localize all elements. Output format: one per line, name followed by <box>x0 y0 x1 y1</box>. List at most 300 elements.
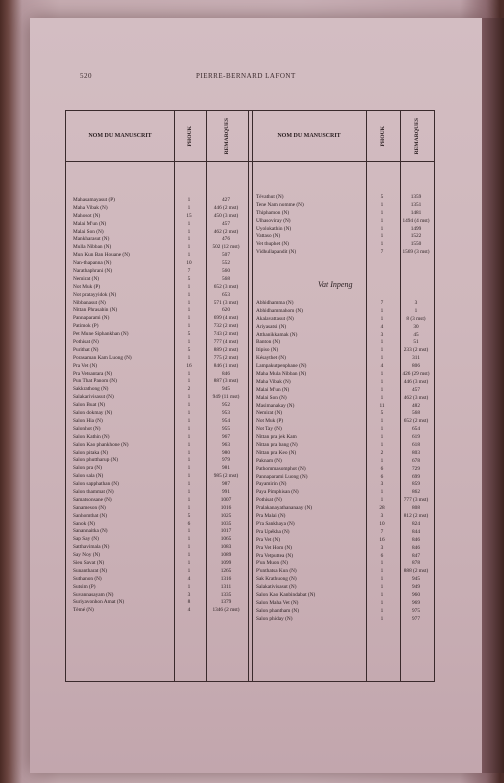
remarques-value: 446 (3 mst) <box>403 378 429 385</box>
manuscript-name: Pannaparami (N) <box>73 315 110 322</box>
table-row <box>256 300 432 308</box>
manuscript-name: Banton (N) <box>256 339 280 346</box>
manuscript-name: Salakativisasut (N) <box>256 584 297 591</box>
phouk-count: 1 <box>380 307 384 314</box>
remarques-value: 450 (3 mst) <box>213 212 239 219</box>
manuscript-name: Mahasamayasut (P) <box>73 197 115 203</box>
remarques-value: 1065 <box>220 536 232 543</box>
manuscript-name: Suthanon (N) <box>73 575 102 582</box>
manuscript-name: Malai Son (N) <box>256 394 287 401</box>
phouk-count: 1 <box>187 204 191 211</box>
phouk-count: 6 <box>187 520 191 527</box>
remarques-value: 552 <box>222 260 230 267</box>
remarques-value: 846 <box>222 370 230 377</box>
manuscript-name: Salon Kao Kanbindabat (N) <box>256 591 316 598</box>
remarques-value: 571 (3 mst) <box>213 299 239 306</box>
phouk-count: 2 <box>187 386 191 393</box>
table-row <box>73 481 243 489</box>
phouk-count: 1 <box>187 449 191 456</box>
phouk-count: 1 <box>187 457 191 464</box>
manuscript-name: Not Tay (N) <box>256 426 282 433</box>
remarques-value: 846 (1 mst) <box>213 362 239 369</box>
phouk-count: 1 <box>380 442 384 449</box>
table-row <box>73 331 243 339</box>
manuscript-name: Pralakanayathananaay (N) <box>256 505 313 512</box>
remarques-value: 1550 <box>410 241 422 248</box>
phouk-count: 1 <box>187 252 191 259</box>
table-row <box>73 213 243 221</box>
remarques-value: 1481 <box>410 209 422 216</box>
phouk-count: 1 <box>380 315 384 322</box>
col-header-remarques-right: REMARQUES <box>414 117 420 155</box>
remarques-value: 1099 <box>220 559 232 566</box>
table-row <box>256 584 432 592</box>
remarques-value: 1007 <box>220 496 232 503</box>
remarques-value: 699 (4 mst) <box>213 315 239 322</box>
phouk-count: 4 <box>187 575 191 582</box>
table-row <box>73 489 243 497</box>
section-title: Vat Inpeng <box>318 280 353 289</box>
remarques-value: 775 (2 mst) <box>213 354 239 361</box>
table-row <box>256 324 432 332</box>
table-row <box>256 466 432 474</box>
manuscript-name: Salon pra (N) <box>73 465 102 472</box>
col-header-name-right: NOM DU MANUSCRIT <box>277 133 341 139</box>
manuscript-name: Sanameson (N) <box>73 504 106 511</box>
phouk-count: 1 <box>187 417 191 424</box>
table-row <box>256 450 432 458</box>
manuscript-name: Nibbanasut (N) <box>73 299 106 306</box>
phouk-count: 1 <box>380 607 384 614</box>
phouk-count: 1 <box>187 228 191 235</box>
remarques-value: 1035 <box>220 520 232 527</box>
table-row <box>256 600 432 608</box>
phouk-count: 1 <box>187 544 191 551</box>
table-row <box>256 545 432 553</box>
manuscript-name: Sutsim (P) <box>73 583 96 590</box>
manuscript-name: Salonhot (N) <box>73 425 101 432</box>
remarques-value: 960 <box>412 591 420 598</box>
phouk-count: 1 <box>187 236 191 243</box>
manuscript-name: Pothisat (N) <box>256 497 282 504</box>
manuscript-name: Patimok (P) <box>73 323 99 330</box>
remarques-value: 1359 <box>410 194 422 200</box>
manuscript-name: Not pratayyidok (N) <box>73 291 117 298</box>
remarques-value: 888 (2 mst) <box>403 568 429 575</box>
phouk-count: 1 <box>380 489 384 496</box>
manuscript-name: Sunantharat (N) <box>73 567 107 574</box>
left-column-rows <box>73 197 243 615</box>
remarques-value: 457 <box>222 220 230 227</box>
phouk-count: 7 <box>380 300 384 306</box>
phouk-count: 1 <box>187 220 191 227</box>
remarques-value: 1311 <box>220 583 232 590</box>
manuscript-name: Nemirat (N) <box>256 410 283 417</box>
phouk-count: 1 <box>187 441 191 448</box>
manuscript-name: Salon phiday (N) <box>256 615 293 622</box>
phouk-count: 7 <box>187 268 191 275</box>
phouk-count: 6 <box>380 473 384 480</box>
manuscript-name: Say Noy (N) <box>73 552 101 559</box>
remarques-value: 678 <box>412 457 420 464</box>
phouk-count: 1 <box>187 291 191 298</box>
phouk-count: 3 <box>380 513 384 520</box>
manuscript-name: Sanhomthat (N) <box>73 512 107 519</box>
manuscript-name: Abhidhammahom (N) <box>256 307 303 314</box>
table-row <box>73 497 243 505</box>
manuscript-name: Not Muk (P) <box>256 418 284 425</box>
manuscript-name: Not Muk (P) <box>73 283 101 290</box>
manuscript-name: Narathaphrani (N) <box>73 268 112 275</box>
manuscript-name: Salon phantham (N) <box>256 607 299 614</box>
manuscript-name: Malai M'un (N) <box>73 220 107 227</box>
phouk-count: 11 <box>379 402 385 409</box>
remarques-value: 482 <box>412 402 420 409</box>
page-header <box>0 72 504 86</box>
phouk-count: 5 <box>187 331 191 338</box>
phouk-count: 1 <box>380 599 384 606</box>
table-row <box>256 202 432 210</box>
col-header-phouk-left: PHOUK <box>187 125 193 147</box>
phouk-count: 3 <box>380 331 384 338</box>
phouk-count: 1 <box>187 552 191 559</box>
phouk-count: 5 <box>187 346 191 353</box>
manuscript-name: Atthanikkamak (N) <box>256 331 298 338</box>
remarques-value: 777 (4 mst) <box>213 339 239 346</box>
table-row <box>256 592 432 600</box>
remarques-value: 1 <box>414 307 418 314</box>
manuscript-name: Vattaso (N) <box>256 233 281 240</box>
manuscript-name: Salon sapphathan (N) <box>73 481 119 488</box>
phouk-count: 15 <box>186 212 192 219</box>
remarques-value: 991 <box>222 488 230 495</box>
manuscript-name: Mulla Nibban (N) <box>73 244 112 251</box>
manuscript-name: Salakarivisasut (N) <box>73 394 114 401</box>
manuscript-name: Salon Kao phankhone (N) <box>73 441 129 448</box>
remarques-value: 846 <box>412 536 420 543</box>
remarques-value: 1335 <box>220 591 232 598</box>
remarques-value: 732 (2 mst) <box>213 323 239 330</box>
phouk-count: 1 <box>380 457 384 464</box>
remarques-value: 969 <box>412 599 420 606</box>
manuscript-name: Mun Kun Ban Houane (N) <box>73 252 130 259</box>
remarques-value: 967 <box>222 433 230 440</box>
table-row <box>256 576 432 584</box>
table-row <box>73 418 243 426</box>
manuscript-name: Purithat (N) <box>73 346 99 353</box>
manuscript-name: Maha Vibak (N) <box>73 204 108 211</box>
manuscript-name: Payamirin (N) <box>256 481 287 488</box>
table-row <box>73 292 243 300</box>
manuscript-name: Tévathut (N) <box>256 194 284 200</box>
phouk-count: 6 <box>380 465 384 472</box>
table-row <box>256 316 432 324</box>
phouk-count: 1 <box>380 201 384 208</box>
phouk-count: 1 <box>187 307 191 314</box>
remarques-value: 1316 <box>220 575 232 582</box>
manuscript-name: Porasaman Kam Luong (N) <box>73 354 132 361</box>
remarques-value: 1083 <box>220 544 232 551</box>
table-row <box>73 560 243 568</box>
remarques-value: 824 <box>412 520 420 527</box>
phouk-count: 1 <box>380 615 384 622</box>
remarques-value: 806 <box>412 363 420 370</box>
table-row <box>73 402 243 410</box>
remarques-value: 507 <box>222 252 230 259</box>
phouk-count: 1 <box>187 567 191 574</box>
table-row <box>73 268 243 276</box>
remarques-value: 620 <box>222 307 230 314</box>
phouk-count: 1 <box>187 488 191 495</box>
manuscript-name: Thiphamon (N) <box>256 209 290 216</box>
remarques-value: 462 (2 mst) <box>213 228 239 235</box>
remarques-value: 652 (3 mst) <box>213 283 239 290</box>
manuscript-name: Pothisat (N) <box>73 339 99 346</box>
phouk-count: 28 <box>379 505 385 512</box>
table-row <box>256 513 432 521</box>
manuscript-name: Pra Vetputtea (N) <box>256 552 293 559</box>
remarques-value: 426 (29 mst) <box>402 371 430 378</box>
phouk-count: 10 <box>186 260 192 267</box>
manuscript-name: Pra Upékha (N) <box>256 528 290 535</box>
remarques-value: 847 <box>412 552 420 559</box>
phouk-count: 1 <box>187 583 191 590</box>
remarques-value: 1025 <box>220 512 232 519</box>
phouk-count: 1 <box>187 339 191 346</box>
remarques-value: 652 (2 mst) <box>403 418 429 425</box>
remarques-value: 462 (3 mst) <box>403 394 429 401</box>
phouk-count: 4 <box>380 363 384 370</box>
page-number: 520 <box>80 72 92 80</box>
phouk-count: 1 <box>187 465 191 472</box>
phouk-count: 1 <box>187 323 191 330</box>
manuscript-name: Malai Son (N) <box>73 228 104 235</box>
phouk-count: 1 <box>187 504 191 511</box>
remarques-value: 3 <box>414 300 418 306</box>
phouk-count: 1 <box>380 576 384 583</box>
phouk-count: 1 <box>380 217 384 224</box>
remarques-value: 1346 (2 mst) <box>212 607 240 614</box>
table-row <box>73 442 243 450</box>
manuscript-name: Sieu Savat (N) <box>73 559 105 566</box>
remarques-value: 233 (2 mst) <box>403 347 429 354</box>
remarques-value: 963 <box>222 441 230 448</box>
table-row <box>73 513 243 521</box>
phouk-count: 1 <box>187 559 191 566</box>
manuscript-name: P'unthatsa Kun (N) <box>256 568 297 575</box>
phouk-count: 1 <box>187 402 191 409</box>
manuscript-name: Sanannaitka (N) <box>73 528 108 535</box>
table-row <box>256 249 432 257</box>
phouk-count: 10 <box>379 520 385 527</box>
phouk-count: 5 <box>380 194 384 200</box>
remarques-value: 985 (2 mst) <box>213 473 239 480</box>
table-row <box>256 371 432 379</box>
remarques-value: 45 <box>413 331 419 338</box>
manuscript-name: Salon phuttharup (N) <box>73 457 119 464</box>
col-header-name-left: NOM DU MANUSCRIT <box>88 133 152 139</box>
table-row <box>73 260 243 268</box>
phouk-count: 1 <box>380 584 384 591</box>
remarques-value: 859 <box>412 481 420 488</box>
remarques-value: 1522 <box>410 233 422 240</box>
manuscript-name: Salon dokmay (N) <box>73 410 113 417</box>
book-edge-shadow <box>482 18 504 773</box>
remarques-value: 1499 <box>410 225 422 232</box>
phouk-count: 1 <box>380 241 384 248</box>
manuscript-name: Vet thuphet (N) <box>256 241 289 248</box>
remarques-value: 949 <box>412 584 420 591</box>
phouk-count: 5 <box>380 410 384 417</box>
phouk-count: 1 <box>380 339 384 346</box>
manuscript-name: Salon Kathin (N) <box>73 433 110 440</box>
remarques-value: 952 <box>222 402 230 409</box>
manuscript-name: Masimanakay (N) <box>256 402 295 409</box>
table-row <box>73 465 243 473</box>
phouk-count: 1 <box>380 560 384 567</box>
phouk-count: 16 <box>186 362 192 369</box>
manuscript-name: Satthavimala (N) <box>73 544 110 551</box>
table-row <box>73 363 243 371</box>
col-header-phouk-right: PHOUK <box>380 125 386 147</box>
manuscript-name: Paknam (N) <box>256 457 282 464</box>
table-row <box>256 308 432 316</box>
phouk-count: 2 <box>380 449 384 456</box>
phouk-count: 1 <box>187 528 191 535</box>
table-row <box>73 536 243 544</box>
remarques-value: 777 (3 mst) <box>403 497 429 504</box>
table-row <box>256 395 432 403</box>
remarques-value: 878 <box>412 560 420 567</box>
phouk-count: 1 <box>187 410 191 417</box>
manuscript-name: Késaythet (N) <box>256 355 286 362</box>
table-row <box>73 584 243 592</box>
phouk-count: 16 <box>379 536 385 543</box>
remarques-value: 446 (2 mst) <box>213 204 239 211</box>
phouk-count: 3 <box>187 591 191 598</box>
phouk-count: 1 <box>187 481 191 488</box>
table-row <box>73 505 243 513</box>
phouk-count: 1 <box>187 425 191 432</box>
manuscript-name: Pannaparami Luong (N) <box>256 473 308 480</box>
manuscript-name: Nittan Phrasabin (N) <box>73 307 118 314</box>
table-row <box>256 608 432 616</box>
table-row <box>256 194 432 202</box>
manuscript-name: Mankharasut (N) <box>73 236 110 243</box>
manuscript-name: Uyolokathin (N) <box>256 225 292 232</box>
remarques-value: 1494 (4 mst) <box>402 217 430 224</box>
table-row <box>256 226 432 234</box>
remarques-value: 945 <box>222 386 230 393</box>
phouk-count: 3 <box>380 481 384 488</box>
remarques-value: 568 <box>222 275 230 282</box>
manuscript-name: Nittan pra jek Kam <box>256 434 297 441</box>
phouk-count: 1 <box>380 497 384 504</box>
manuscript-name: Sanok (N) <box>73 520 95 527</box>
remarques-value: 981 <box>222 465 230 472</box>
phouk-count: 1 <box>187 394 191 401</box>
table-row <box>256 521 432 529</box>
phouk-count: 7 <box>380 249 384 256</box>
table-row <box>256 458 432 466</box>
table-row <box>73 276 243 284</box>
manuscript-name: Salon Hia (N) <box>73 417 103 424</box>
manuscript-name: Salon thammat (N) <box>73 488 114 495</box>
remarques-value: 30 <box>413 323 419 330</box>
phouk-count: 1 <box>380 371 384 378</box>
remarques-value: 975 <box>412 607 420 614</box>
table-row <box>73 410 243 418</box>
phouk-count: 1 <box>380 347 384 354</box>
phouk-count: 1 <box>187 378 191 385</box>
phouk-count: 3 <box>380 544 384 551</box>
manuscript-name: Mahosot (N) <box>73 212 101 219</box>
table-row <box>73 576 243 584</box>
remarques-value: 560 <box>222 268 230 275</box>
phouk-count: 1 <box>380 418 384 425</box>
col-header-remarques-left: REMARQUES <box>224 117 230 155</box>
manuscript-name: Maha Mula Nibban (N) <box>256 371 307 378</box>
phouk-count: 1 <box>380 355 384 362</box>
table-row <box>73 252 243 260</box>
phouk-count: 1 <box>187 197 191 203</box>
manuscript-name: Abhidhamma (N) <box>256 300 294 306</box>
remarques-value: 1017 <box>220 528 232 535</box>
remarques-value: 808 <box>412 505 420 512</box>
table-row <box>73 221 243 229</box>
manuscript-name: P'un Muon (N) <box>256 560 288 567</box>
remarques-value: 955 <box>222 425 230 432</box>
right-column-rows-bottom <box>256 300 432 624</box>
table-row <box>73 473 243 481</box>
remarques-value: 1569 (3 mst) <box>402 249 430 256</box>
table-row <box>73 197 243 205</box>
manuscript-name: Suriyavonhon Amat (N) <box>73 599 125 606</box>
remarques-value: 51 <box>413 339 419 346</box>
table-row <box>256 363 432 371</box>
manuscript-name: Nittan pra bang (N) <box>256 442 298 449</box>
phouk-count: 1 <box>380 426 384 433</box>
manuscript-name: Pathommasomphot (N) <box>256 465 306 472</box>
phouk-count: 1 <box>380 394 384 401</box>
remarques-value: 844 <box>412 528 420 535</box>
manuscript-name: Salon Buat (N) <box>73 402 106 409</box>
manuscript-name: Pet Mune Siphankhan (N) <box>73 331 129 338</box>
phouk-count: 1 <box>187 433 191 440</box>
manuscript-name: Samatsonsane (N) <box>73 496 112 503</box>
header-rule <box>66 161 434 162</box>
table-row <box>256 387 432 395</box>
manuscript-name: Salon pitaka (N) <box>73 449 109 456</box>
remarques-value: 654 <box>412 426 420 433</box>
remarques-value: 457 <box>412 386 420 393</box>
table-row <box>256 537 432 545</box>
table-row <box>256 426 432 434</box>
manuscript-name: Nemirat (N) <box>73 275 100 282</box>
running-title: PIERRE-BERNARD LAFONT <box>196 72 296 80</box>
table-row <box>256 403 432 411</box>
table-row <box>256 616 432 624</box>
manuscript-name: Malai M'un (N) <box>256 386 290 393</box>
remarques-value: 979 <box>222 457 230 464</box>
table-row <box>73 426 243 434</box>
remarques-value: 653 <box>222 291 230 298</box>
table-row <box>73 434 243 442</box>
remarques-value: 729 <box>412 465 420 472</box>
remarques-value: 618 <box>412 442 420 449</box>
table-row <box>256 505 432 513</box>
phouk-count: 5 <box>187 512 191 519</box>
